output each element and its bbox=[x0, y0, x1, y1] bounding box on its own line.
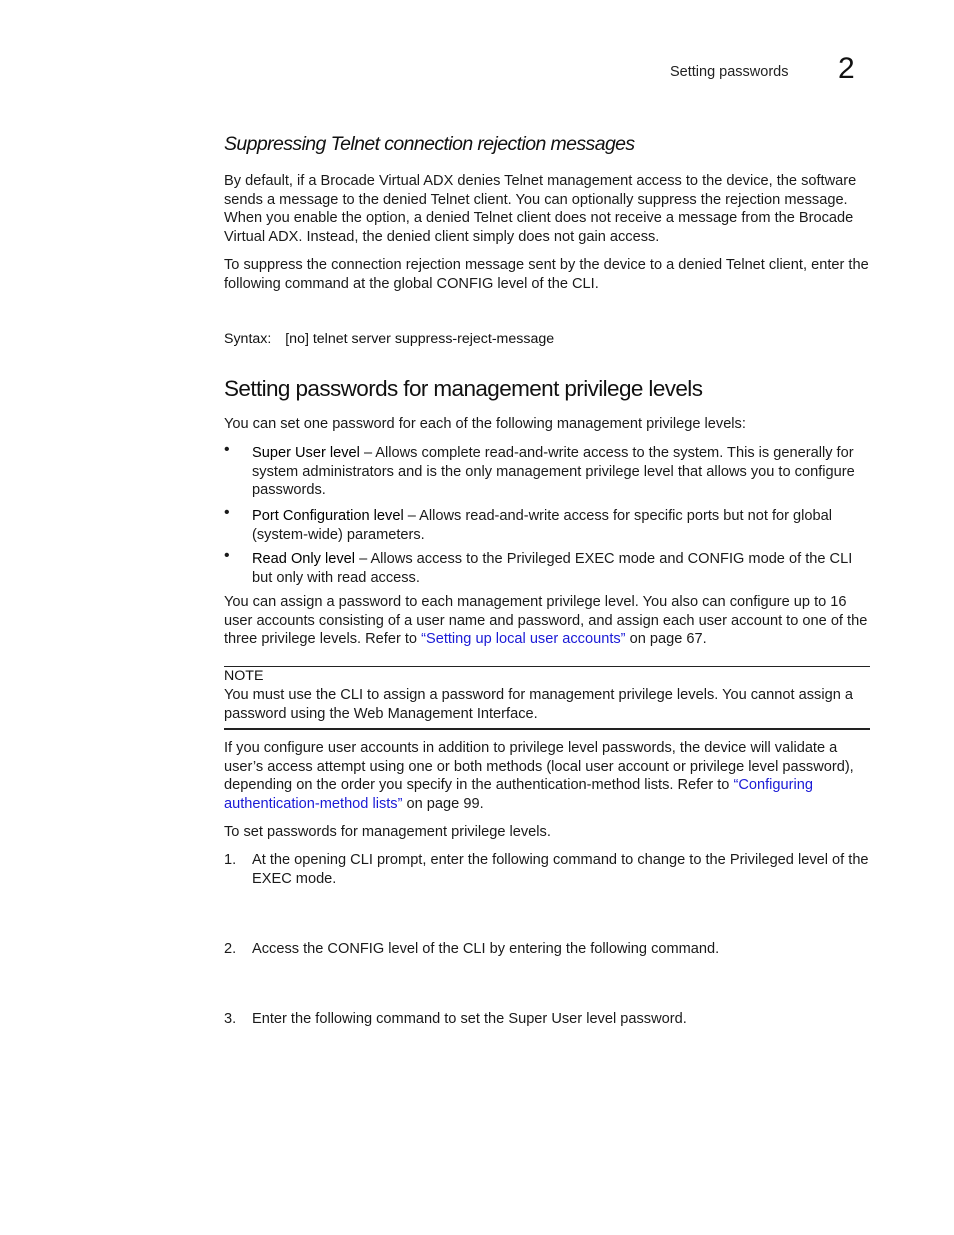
suppress-paragraph-1: By default, if a Brocade Virtual ADX denies Telnet management access to the device, the software sends a message to the denied Telnet client. You can optionally suppress the rejection message. When you enable the option, a denied Telnet client does not receive a message from the Brocade Virtual ADX. Instead, the denied client simply does not gain access. bbox=[224, 173, 857, 246]
note-label: NOTE bbox=[224, 668, 264, 684]
config-text: If you configure user accounts in addition to privilege level passwords, the device will validate a user’s access attempt using one or both methods (local user account or privilege level password), depending on the order you specify in the authentication-method lists. Refer to bbox=[224, 740, 854, 794]
config-page-ref: on page 99. bbox=[402, 796, 484, 813]
suppress-paragraph-2: To suppress the connection rejection message sent by the device to a denied Telnet client, enter the following command at the global CONFIG level of the CLI. bbox=[224, 257, 869, 292]
syntax-line bbox=[224, 331, 554, 347]
syntax-label: Syntax: bbox=[224, 331, 272, 347]
bullet-description: – Allows access to the Privileged EXEC mode and CONFIG mode of the CLI but only with read access. bbox=[252, 551, 853, 586]
bullet-term: Port Configuration level bbox=[252, 508, 404, 524]
bullet-marker: • bbox=[224, 547, 230, 564]
assign-text: You can assign a password to each management privilege level. You also can configure up to 16 user accounts consisting of a user name and password, and assign each user account to one of the three privilege levels. Refer to bbox=[224, 594, 868, 648]
step-text: At the opening CLI prompt, enter the following command to change to the Privileged level of the EXEC mode. bbox=[252, 852, 869, 887]
bullet-term: Read Only level bbox=[252, 551, 356, 567]
bullet-term: Super User level bbox=[252, 445, 360, 461]
step-number: 1. bbox=[224, 852, 237, 868]
config-paragraph bbox=[224, 739, 874, 814]
list-item bbox=[252, 444, 874, 500]
list-item bbox=[252, 550, 874, 587]
bullet-description: – Allows complete read-and-write access to the system. This is generally for system administrators and is the only management privilege level that allows you to configure passwords. bbox=[252, 445, 855, 499]
bullet-description: – Allows read-and-write access for specific ports but not for global (system-wide) parameters. bbox=[252, 508, 832, 543]
step-text: Enter the following command to set the Super User level password. bbox=[252, 1011, 687, 1027]
step-text: Access the CONFIG level of the CLI by entering the following command. bbox=[252, 941, 720, 957]
privilege-intro: You can set one password for each of the following management privilege levels: bbox=[224, 416, 746, 432]
note-text: You must use the CLI to assign a password for management privilege levels. You cannot assign a password using the Web Management Interface. bbox=[224, 687, 853, 722]
syntax-command: [no] telnet server suppress-reject-message bbox=[285, 331, 555, 347]
privilege-heading: Setting passwords for management privilege levels bbox=[224, 376, 703, 401]
chapter-number: 2 bbox=[838, 52, 855, 85]
step-number: 3. bbox=[224, 1011, 237, 1027]
bullet-marker: • bbox=[224, 504, 230, 521]
suppress-heading: Suppressing Telnet connection rejection messages bbox=[224, 133, 635, 155]
step-number: 2. bbox=[224, 941, 237, 957]
note-bottom-rule bbox=[224, 728, 870, 730]
list-item bbox=[252, 507, 874, 544]
steps-intro: To set passwords for management privilege levels. bbox=[224, 824, 551, 840]
local-user-accounts-link[interactable]: “Setting up local user accounts” bbox=[421, 631, 626, 648]
running-header: Setting passwords bbox=[670, 64, 789, 80]
assign-paragraph bbox=[224, 593, 874, 649]
auth-method-lists-link[interactable]: “Configuring authentication-method lists” bbox=[224, 777, 813, 813]
note-top-rule bbox=[224, 666, 870, 667]
assign-page-ref: on page 67. bbox=[625, 631, 707, 648]
bullet-marker: • bbox=[224, 441, 230, 458]
